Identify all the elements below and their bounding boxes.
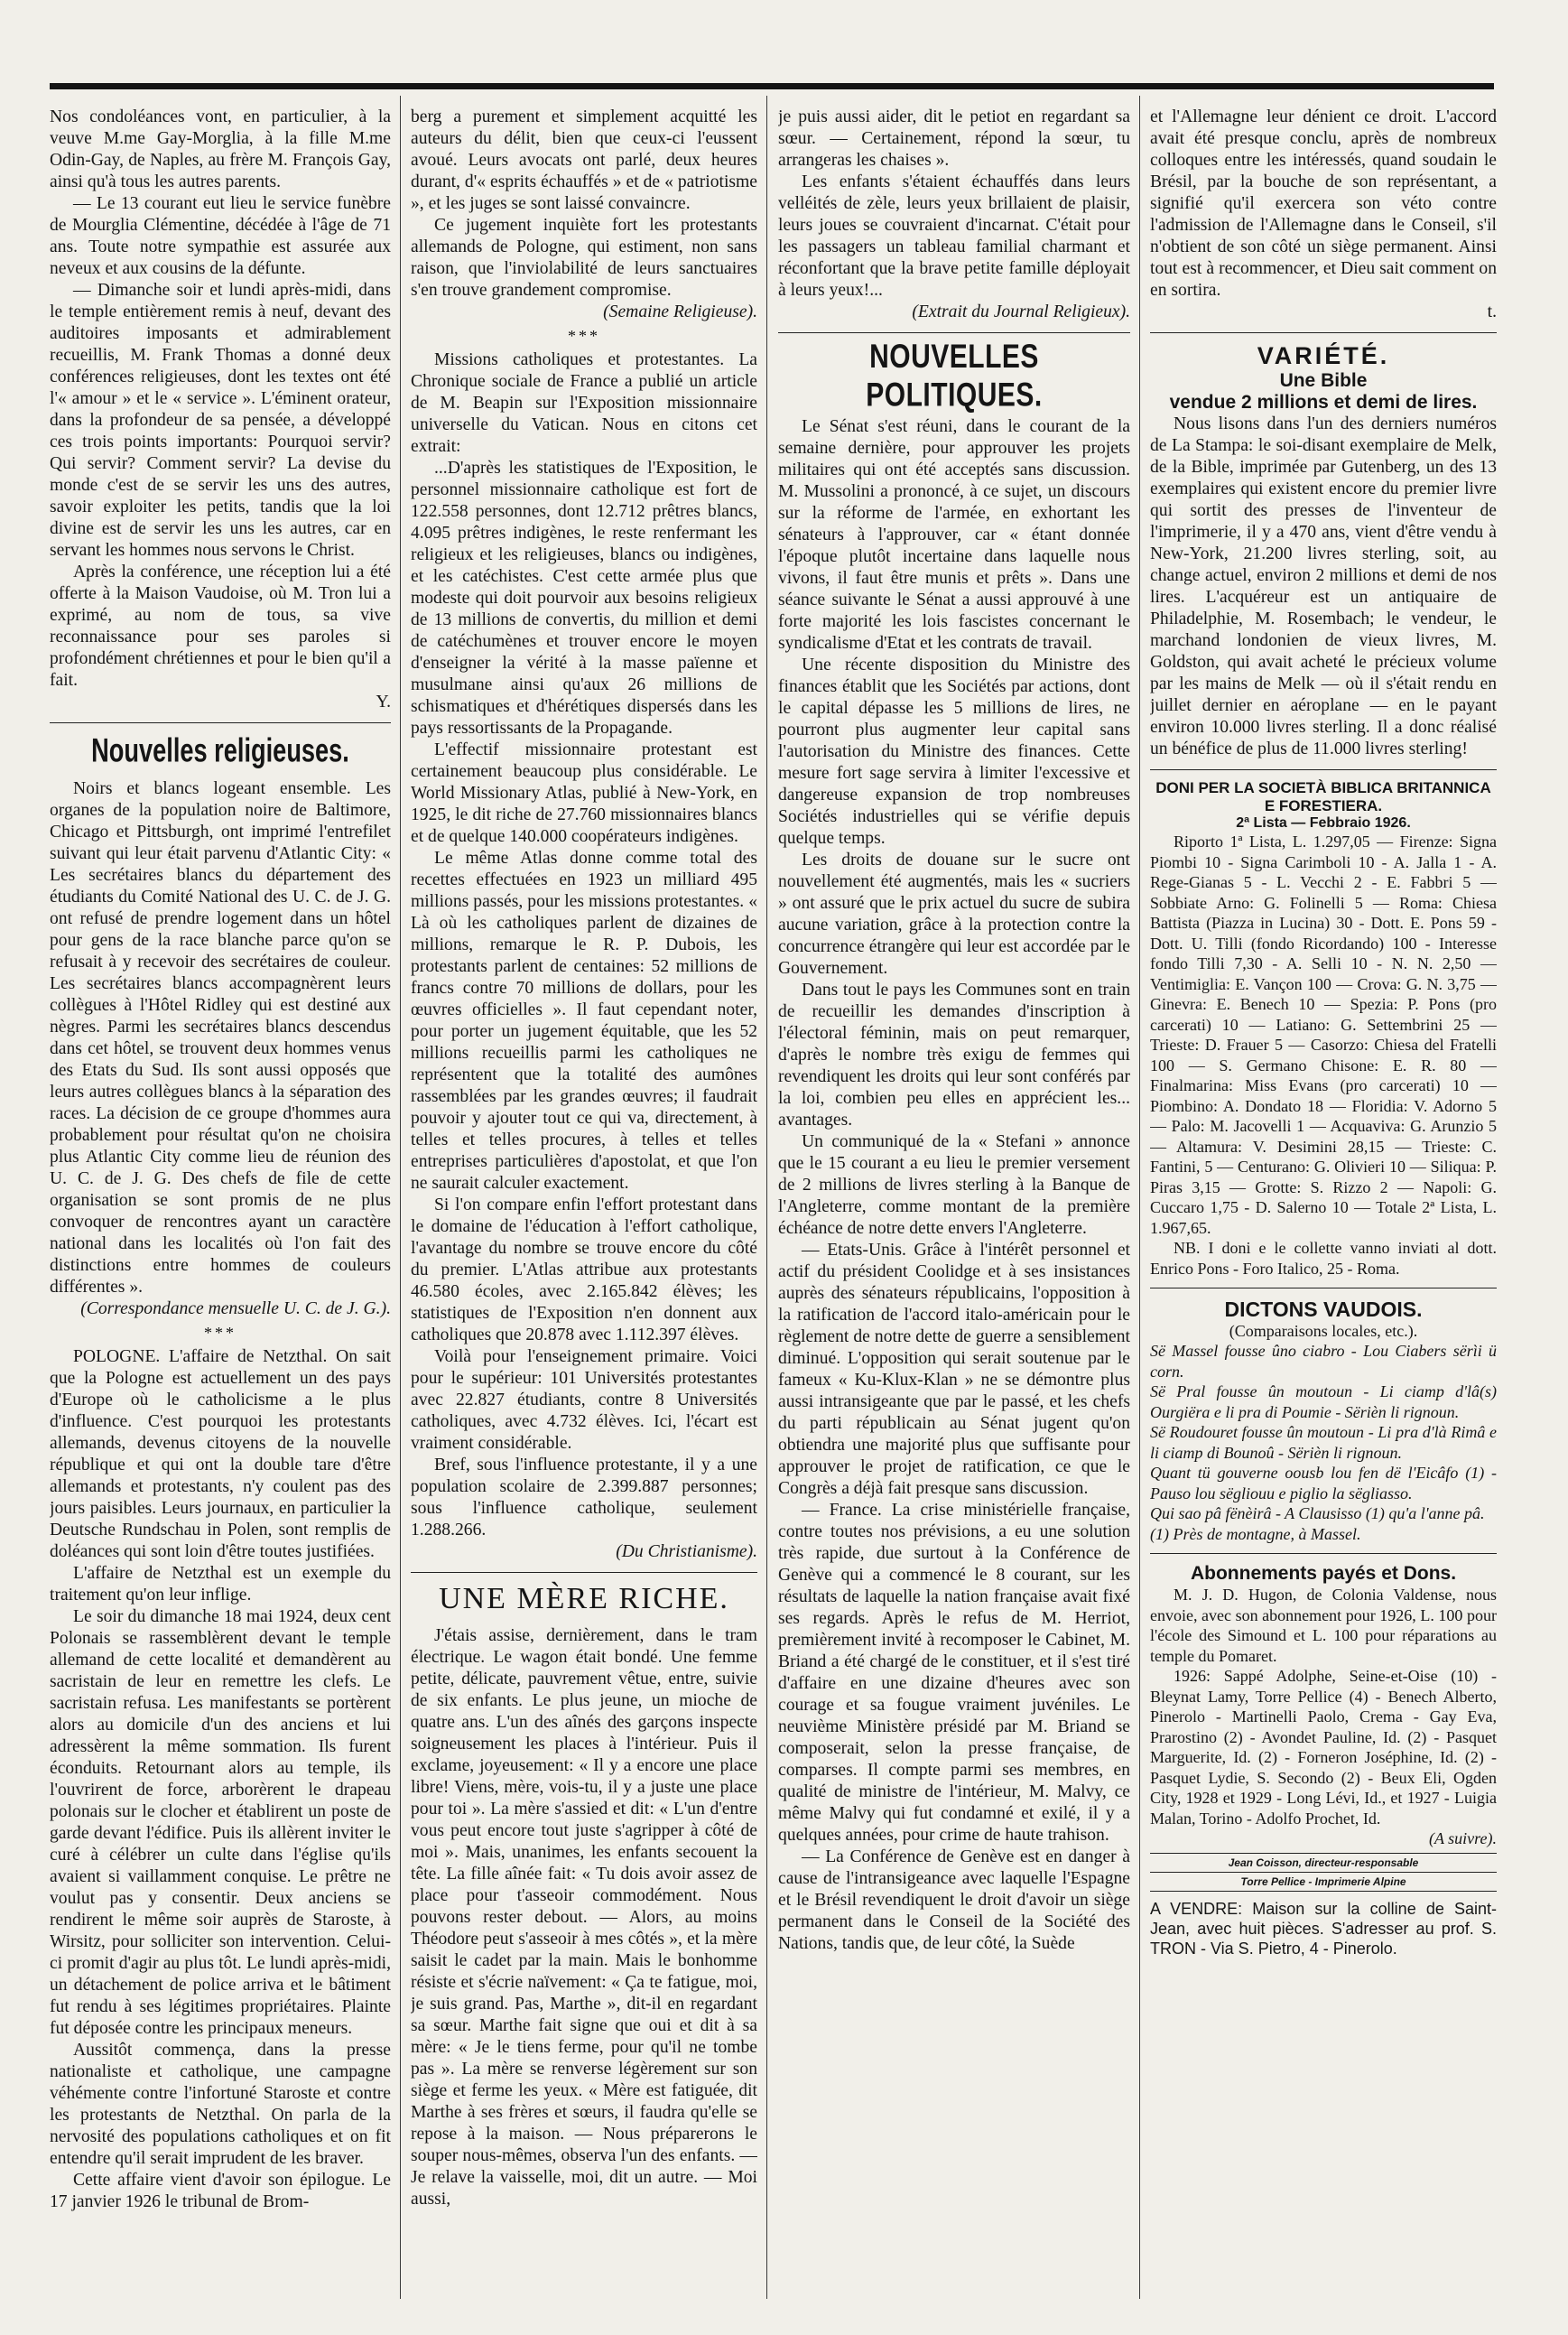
paragraph: — Dimanche soir et lundi après-midi, dans le temple entièrement remis à neuf, devant des auditoires imposants et admirablement recueillis, M. Frank Thomas a donné deux conférences religieuses, dont les textes ont été l'« amour » et le « service ». L'éminent orateur, dans la profondeur de sa pensée, a développé ces trois points importants: Pourquoi servir? Qui servir? Comment servir? La devise du monde c'est de se servir les uns des autres, savoir exploiter les petits, tandis que la loi divine est de servir les uns les autres, car en servant les hommes nous servons le Christ. — [50, 281, 391, 560]
divider — [411, 1572, 757, 1573]
section-heading: Abonnements payés et Dons. — [1190, 1563, 1457, 1584]
section-heading: UNE MÈRE RICHE. — [439, 1582, 729, 1615]
subheading: (Comparaisons locales, etc.). — [1229, 1322, 1418, 1340]
column-rule — [1139, 96, 1140, 2299]
subheading: 2ª Lista — Febbraio 1926. — [1236, 815, 1411, 831]
paragraph: 1926: Sappé Adolphe, Seine-et-Oise (10) - Bleynat Lamy, Torre Pellice (4) - Benech Alberto, Pinerolo - Martinelli Paolo, Crema - Gay Eva, Prarostino (2) - Avondet Pauline, Id. (2) - Pasquet Marguerite, Id. (2) - Forneron Joséphine, Id. (2) - Pasquet Lydie, S. Secondo (2) - Beux Eli, Ogden City, 1928 et 1929 - Long Lévi, Id., et 1927 - Luigia Malan, Torino - Adolfo Prochet, Id. — [1150, 1667, 1497, 1828]
separator-stars: *** — [568, 327, 600, 345]
paragraph: Aussitôt commença, dans la presse nationaliste et catholique, une campagne véhémente contre l'infortuné Staroste et contre les protestants de Netzthal. On parla de la nervosité des populations catholiques et on fit entendre qu'il serait imprudent de les braver. — [50, 2041, 391, 2168]
divider — [778, 332, 1130, 333]
divider — [1150, 1553, 1497, 1554]
section-heading: Nouvelles religieuses. — [91, 731, 349, 769]
column-2 — [411, 107, 757, 2301]
paragraph: L'effectif missionnaire protestant est certainement beaucoup plus considérable. Le World Missionary Atlas, publié à New-York, en 1925, le dit riche de 27.760 missionnaires blancs et de quelque 140.000 coopérateurs indigènes. — [411, 740, 757, 846]
source-credit: (Correspondance mensuelle U. C. de J. G.). — [80, 1299, 391, 1318]
paragraph: Dans tout le pays les Communes sont en train de recueillir les demandes d'inscription à l'électoral féminin, mais on peut remarquer, d'après le nombre très exigu de femmes qui revendiquent les droits qui leur sont conférés par la loi, combien peu elles en apprécient les... avantages. — [778, 981, 1130, 1130]
paragraph: Riporto 1ª Lista, L. 1.297,05 — Firenze: Signa Piombi 10 - Signa Carimboli 10 - A. Jalla 1 - A. Rege-Gianas 5 - L. Vecchi 2 - E. Fabbri 5 — Sobbiate Arno: G. Folinelli 5 — Roma: Chiesa Battista (Piazza in Lucina) 30 - Dott. E. Pons 59 - Dott. U. Tilli (fondo Ricordando) 100 - Interesse fondo Tilli 7,30 - A. Selli 10 - N. N. 2,50 — Ventimiglia: E. Vançon 100 — Crova: G. N. 3,75 — Ginevra: E. Benech 10 — Spezia: P. Pons (pro carcerati) 10 — Latiano: G. Settembrini 25 — Trieste: D. Frauer 5 — Casorzo: Chiesa del Fratelli 100 — S. Germano Chisone: E. R. 80 — Finalmarina: Miss Evans (pro carcerati) 10 — Piombino: A. Dondato 18 — Floridia: V. Adorno 5 — Palo: M. Jacovelli 1 — Acquaviva: G. Arunzio 5 — Altamura: V. Desimini 28,15 — Trieste: C. Fantini, 5 — Centurano: G. Olivieri 10 — Siliqua: P. Piras 3,15 — Grotte: S. Rizzo 2 — Napoli: G. Cuccaro 1,75 - D. Salerno 10 — Totale 2ª Lista, L. 1.967,65. — [1150, 833, 1497, 1237]
signature: t. — [1487, 302, 1497, 321]
column-rule — [400, 96, 401, 2299]
paragraph: Voilà pour l'enseignement primaire. Voici pour le supérieur: 101 Universités protestantes avec 22.827 étudiants, contre 8 Universités catholiques, avec 4.732 élèves. Ici, l'écart est vraiment considérable. — [411, 1347, 757, 1453]
paragraph: Si l'on compare enfin l'effort protestant dans le domaine de l'éducation à l'effort catholique, l'avantage du nombre se trouve encore du côté du premier. L'Atlas attribue aux protestants 46.580 écoles, avec 2.165.842 élèves; les statistiques de l'Exposition n'en donnent aux catholiques que 20.878 avec 1.112.397 élèves. — [411, 1195, 757, 1344]
divider — [1150, 332, 1497, 333]
advertisement: A VENDRE: Maison sur la colline de Saint-Jean, avec huit pièces. S'adresser au prof. S. TRON - Via S. Pietro, 4 - Pinerolo. — [1150, 1899, 1497, 1958]
paragraph: Les enfants s'étaient échauffés dans leurs velléités de zèle, leurs yeux brillaient de plaisir, leurs joues se couvraient d'incarnat. C'était pour les passagers un tableau familial charmant et réconfortant que la brave petite famille déployait à leurs yeux!... — [778, 172, 1130, 300]
paragraph: Un communiqué de la « Stefani » annonce que le 15 courant a eu lieu le premier versement de 2 millions de livres sterling à la Banque de l'Angleterre, comme montant de la première échéance de notre dette envers l'Angleterre. — [778, 1132, 1130, 1238]
column-rule — [766, 96, 767, 2299]
paragraph: POLOGNE. L'affaire de Netzthal. On sait que la Pologne est actuellement un des pays d'Europe où le catholicisme a le plus d'influence. C'est pourquoi les protestants allemands, devenus citoyens de la nouvelle république et qui ont la double tare d'être allemands et protestants, n'y coulent pas des jours paisibles. Leurs journaux, en particulier la Deutsche Rundschau in Polen, sont remplis de doléances qui sont loin d'être toutes justifiées. — [50, 1347, 391, 1561]
top-rule — [50, 83, 1494, 89]
source-credit: (Semaine Religieuse). — [603, 302, 757, 321]
paragraph: berg a purement et simplement acquitté les auteurs du délit, bien que ceux-ci l'eussent avoué. Leurs avocats ont parlé, deux heures durant, d'« esprits échauffés » et de « patriotisme », et les juges se sont laissé convaincre. — [411, 107, 757, 213]
separator-stars: *** — [204, 1324, 237, 1342]
paragraph: Së Massel fousse ûno ciabro - Lou Ciabers sërìi ü corn. — [1150, 1342, 1497, 1381]
paragraph: Ce jugement inquiète fort les protestants allemands de Pologne, qui estiment, non sans raison, que l'inviolabilité de leurs sanctuaires s'en trouve grandement compromise. — [411, 216, 757, 300]
paragraph: Qui sao pâ fënèirâ - A Clausisso (1) qu'a l'anne pâ. — [1150, 1504, 1485, 1522]
divider — [1150, 769, 1497, 770]
column-3 — [778, 107, 1130, 2301]
paragraph: je puis aussi aider, dit le petiot en regardant sa sœur. — Certainement, répond la sœur, tu arrangeras les chaises ». — [778, 107, 1130, 170]
divider — [50, 722, 391, 723]
paragraph: NB. I doni e le collette vanno inviati al dott. Enrico Pons - Foro Italico, 25 - Roma. — [1150, 1239, 1497, 1278]
paragraph: — La Conférence de Genève est en danger à cause de l'intransigeance avec laquelle l'Espagne et le Brésil revendiquent le droit d'avoir un siège permanent dans le Conseil de la Société des Nations, tandis que, de leur côté, la Suède — [778, 1847, 1130, 1953]
paragraph: — Etats-Unis. Grâce à l'intérêt personnel et actif du président Coolidge et à ses insistances auprès des sénateurs républicains, l'opposition à la ratification de l'accord italo-américain pour le règlement de notre dette de guerre a sensiblement diminué. L'opposition qui serait soutenue par le fameux « Ku-Klux-Klan » ne se démontre plus aussi intransigeante que par le passé, et les chefs du parti républicain au Sénat jugent qu'on obtiendra une majorité plus que suffisante pour approuver le projet de ratification, ce que le Congrès a déjà fait presque sans discussion. — [778, 1241, 1130, 1498]
paragraph: L'affaire de Netzthal est un exemple du traitement qu'on leur inflige. — [50, 1564, 391, 1605]
paragraph: Së Pral fousse ûn moutoun - Li ciamp d'lâ(s) Ourgiëra e li pra di Poumie - Sërièn li rignoun. — [1150, 1382, 1497, 1421]
signature: Y. — [376, 693, 391, 712]
paragraph: Së Roudouret fousse ûn moutoun - Li pra d'là Rimâ e li ciamp di Bounoû - Sërièn li rignoun. — [1150, 1423, 1497, 1462]
column-4 — [1150, 107, 1497, 2301]
section-heading: NOUVELLES POLITIQUES. — [866, 338, 1043, 414]
paragraph: — France. La crise ministérielle française, contre toutes nos prévisions, a eu une solution très rapide, due surtout à la Conférence de Genève qui a commencé le 8 courant, sur les résultats de laquelle la nation française avait fixé ses regards. Après le refus de M. Herriot, premièrement invité à recomposer le Cabinet, M. Briand a été chargé de le constituer, et il s'est tiré d'affaire en une dizaine d'heures avec son courage et sa fougue vraiment juvéniles. Le neuvième Ministère présidé par M. Briand se composerait, selon la presse française, de comparses. Il compte parmi ses membres, en qualité de ministre de l'intérieur, M. Malvy, ce même Malvy qui fut condamné et exilé, il y a quelques années, pour crime de haute trahison. — [778, 1501, 1130, 1845]
paragraph: J'étais assise, dernièrement, dans le tram électrique. Le wagon était bondé. Une femme petite, délicate, pauvrement vêtue, entre, suivie de six enfants. Le plus jeune, un mioche de quatre ans. L'un des aînés des garçons inspecte soigneusement les places à l'intérieur. Puis il exclame, joyeusement: « Il y a encore une place libre! Viens, mère, vois-tu, il y a juste une place pour toi ». La mère s'assied et dit: « L'un d'entre vous peut encore tout juste s'agripper à côté de moi ». Mais, unanimes, les enfants secouent la tête. La fille aînée fait: « Tu dois avoir assez de place pour t'asseoir commodément. Nous pouvons rester debout. — Alors, au moins Théodore peut s'asseoir à mes côtés », et la mère saisit le cadet par la main. Mais le bonhomme résiste et s'écrie naïvement: « Ça te fatigue, moi, je suis grand. Pas, Marthe », dit-il en regardant sa sœur. Marthe fait signe que oui et dit à sa mère: « Je le tiens ferme, pour qu'il ne tombe pas ». La mère se renverse légèrement sur son siège et ferme les yeux. « Mère est fatiguée, dit Marthe à ses frères et sœurs, il faudra qu'elle se repose à la maison. — Nous préparerons le souper nous-mêmes, observa l'un des enfants. — Je relave la vaisselle, moi, dit un autre. — Moi aussi, — [411, 1626, 757, 2209]
section-heading: DONI PER LA SOCIETÀ BIBLICA BRITANNICA E FORESTIERA. — [1155, 779, 1491, 814]
paragraph: Quant tü gouverne oousb lou fen dë l'Eicâfo (1) - Pauso lou sëgliouu e piglio la sëgliasso. — [1150, 1464, 1497, 1502]
paragraph: Les droits de douane sur le sucre ont nouvellement été augmentés, mais les « sucriers » ont assuré que le prix actuel du sucre de subira aucune variation, grâce à la protection contre la concurrence étrangère qui leur est accordée par le Gouvernement. — [778, 851, 1130, 978]
subheading: vendue 2 millions et demi de lires. — [1169, 392, 1478, 413]
subheading: Une Bible — [1279, 370, 1368, 391]
section-heading: VARIÉTÉ. — [1257, 342, 1390, 369]
paragraph: — Le 13 courant eut lieu le service funèbre de Mourglia Clémentine, décédée à l'âge de 71 ans. Toute notre sympathie est assurée aux neveux et aux cousins de la défunte. — [50, 194, 391, 278]
paragraph: Une récente disposition du Ministre des finances établit que les Sociétés par actions, dont le capital dépasse les 5 millions de lires, ne pourront plus augmenter leur capital sans l'autorisation du Ministre des finances. Cette mesure fort sage servira à limiter l'excessive et dangereuse expansion de trop nombreuses Sociétés industrielles qui se vérifie depuis quelque temps. — [778, 656, 1130, 848]
continued-note: (A suivre). — [1429, 1829, 1497, 1847]
paragraph: Le Sénat s'est réuni, dans le courant de la semaine dernière, pour approuver les projets militaires qui ont été acceptés sans discussion. M. Mussolini a prononcé, à ce sujet, un discours sur la réforme de l'armée, en exhortant les sénateurs à l'approuver, car « étant donnée l'époque plutôt incertaine dans laquelle nous vivons, il faut être munis et prêts ». Dans une séance suivante le Sénat a aussi approuvé à une forte majorité les lois fascistes concernant le syndicalisme d'Etat et les contrats de travail. — [778, 417, 1130, 653]
footnote: (1) Près de montagne, à Massel. — [1150, 1524, 1361, 1543]
paragraph: Cette affaire vient d'avoir son épilogue. Le 17 janvier 1926 le tribunal de Brom- — [50, 2171, 391, 2211]
imprint-printer: Torre Pellice - Imprimerie Alpine — [1150, 1873, 1497, 1892]
paragraph: Le même Atlas donne comme total des recettes effectuées en 1923 un milliard 495 millions passés, pour les missions protestantes. « Là où les catholiques parlent de dizaines de millions, remarque le R. P. Dubois, les protestants parlent de centaines: 52 millions de francs contre 70 millions de dollars, pour les œuvres officielles ». Il faut cependant noter, pour porter un jugement équitable, que les 52 millions recueillis parmi les catholiques ne représentent que la totalité des aumônes rassemblées par les grandes œuvres; il faudrait pouvoir y ajouter tout ce qui va, directement, à telles et telles procures, à telles et telles entreprises particulières d'apostolat, et que l'on ne saurait calculer exactement. — [411, 849, 757, 1193]
source-credit: (Extrait du Journal Religieux). — [912, 302, 1130, 321]
paragraph: Nous lisons dans l'un des derniers numéros de La Stampa: le soi-disant exemplaire de Melk, de la Bible, imprimée par Gutenberg, un des 13 exemplaires qui existent encore du premier livre qui sortit des presses de l'inventeur de l'imprimerie, il y a 470 ans, vient d'être vendu à New-York, 21.200 livres sterling, soit, au change actuel, environ 2 millions et demi de nos lires. L'acquéreur est un antiquaire de Philadelphie, M. Rosembach; le vendeur, le marchand londonien de vieux livres, M. Goldston, qui avait acheté le précieux volume par les mains de Melk — où il s'était rendu en juillet dernier en aéroplane — en le payant environ 10.000 livres sterling. Il a donc réalisé un bénéfice de plus de 11.000 livres sterling! — [1150, 414, 1497, 758]
paragraph: Nos condoléances vont, en particulier, à la veuve M.me Gay-Morglia, à la fille M.me Odin-Gay, de Naples, au frère M. François Gay, ainsi qu'à tous les autres parents. — [50, 107, 391, 191]
paragraph: ...D'après les statistiques de l'Exposition, le personnel missionnaire catholique est fort de 122.558 personnes, dont 12.712 prêtres blancs, 4.095 prêtres indigènes, le reste renfermant les religieux et les religieuses, blancs ou indigènes, et les catéchistes. C'est cette armée plus que modeste qui doit pourvoir aux besoins religieux de 13 millions de convertis, du million et demi de catéchumènes et trouver encore le moyen d'enseigner la vérité à la masse païenne et musulmane ainsi qu'aux 26 millions de schismatiques et d'hérétiques dispersés dans les pays ressortissants de la Propagande. — [411, 459, 757, 738]
column-1 — [50, 107, 391, 2301]
paragraph: Bref, sous l'influence protestante, il y a une population scolaire de 2.399.887 personnes; sous l'influence catholique, seulement 1.288.266. — [411, 1456, 757, 1540]
paragraph: Le soir du dimanche 18 mai 1924, deux cent Polonais se rassemblèrent devant le temple allemand de cette localité et demandèrent au sacristain de leur en remettre les clefs. Le sacristain refusa. Les manifestants se portèrent alors au domicile d'un des anciens et lui adressèrent la même sommation. Ils furent éconduits. Retournant alors au temple, ils l'ouvrirent de force, arborèrent le drapeau polonais sur le clocher et établirent un poste de garde devant l'édifice. Puis ils allèrent inviter le curé à célébrer un culte dans l'église qu'ils avaient si vaillamment conquise. Le prêtre ne voulut pas y consentir. Deux anciens se rendirent le même soir auprès de Staroste, à Wirsitz, pour solliciter son intervention. Celui-ci promit d'agir au plus tôt. Le lundi après-midi, un détachement de police arriva et le bâtiment fut rendu à ses légitimes propriétaires. Plainte fut déposée contre les principaux meneurs. — [50, 1607, 391, 2038]
section-heading: DICTONS VAUDOIS. — [1224, 1298, 1423, 1321]
paragraph: Après la conférence, une réception lui a été offerte à la Maison Vaudoise, où M. Tron lui a exprimé, au nom de tous, sa vive reconnaissance pour ses paroles si profondément chrétiennes et pour le bien qu'il a fait. — [50, 563, 391, 690]
paragraph: M. J. D. Hugon, de Colonia Valdense, nous envoie, avec son abonnement pour 1926, L. 100 pour l'école des Simound et L. 100 pour réparations au temple du Pomaret. — [1150, 1586, 1497, 1665]
paragraph: et l'Allemagne leur dénient ce droit. L'accord avait été presque conclu, après de nombreux colloques entre les intéressés, quand soudain le Brésil, par la bouche de son représentant, a signifié qu'il exercera son véto contre l'admission de l'Allemagne dans le Conseil, s'il n'obtient de son côté un siège permanent. Ainsi tout est à recommencer, et Dieu sait comment on en sortira. — [1150, 107, 1497, 300]
paragraph: Missions catholiques et protestantes. La Chronique sociale de France a publié un article de M. Beapin sur l'Exposition missionnaire universelle du Vatican. Nous en citons cet extrait: — [411, 350, 757, 456]
source-credit: (Du Christianisme). — [616, 1542, 757, 1561]
paragraph: Noirs et blancs logeant ensemble. Les organes de la population noire de Baltimore, Chicago et Pittsburgh, ont imprimé l'entrefilet suivant qui leur était parvenu d'Atlantic City: « Les secrétaires blancs du département des étudiants du Comité National des U. C. de J. G. ont refusé de prendre logement dans un hôtel pour gens de la race blanche parce qu'on se refusait à y recevoir des secrétaires de couleur. Les secrétaires blancs accompagnèrent leurs collègues à l'Hôtel Ridley qui est destiné aux nègres. Parmi les secrétaires blancs descendus dans cet hôtel, se trouvent deux hommes venus des Etats du Sud. Ils sont aussi opposés que leurs autres collègues blancs à la séparation des races. La décision de ce groupe d'hommes aura probablement pour résultat qu'on ne choisira plus Atlantic City comme lieu de réunion des U. C. de J. G. Des chefs de file de cette organisation se sont promis de ne plus convoquer de rencontres ayant un caractère national dans les localités où l'on fait des distinctions entre hommes de couleurs différentes ». — [50, 779, 391, 1297]
imprint-editor: Jean Coisson, directeur-responsable — [1150, 1853, 1497, 1873]
